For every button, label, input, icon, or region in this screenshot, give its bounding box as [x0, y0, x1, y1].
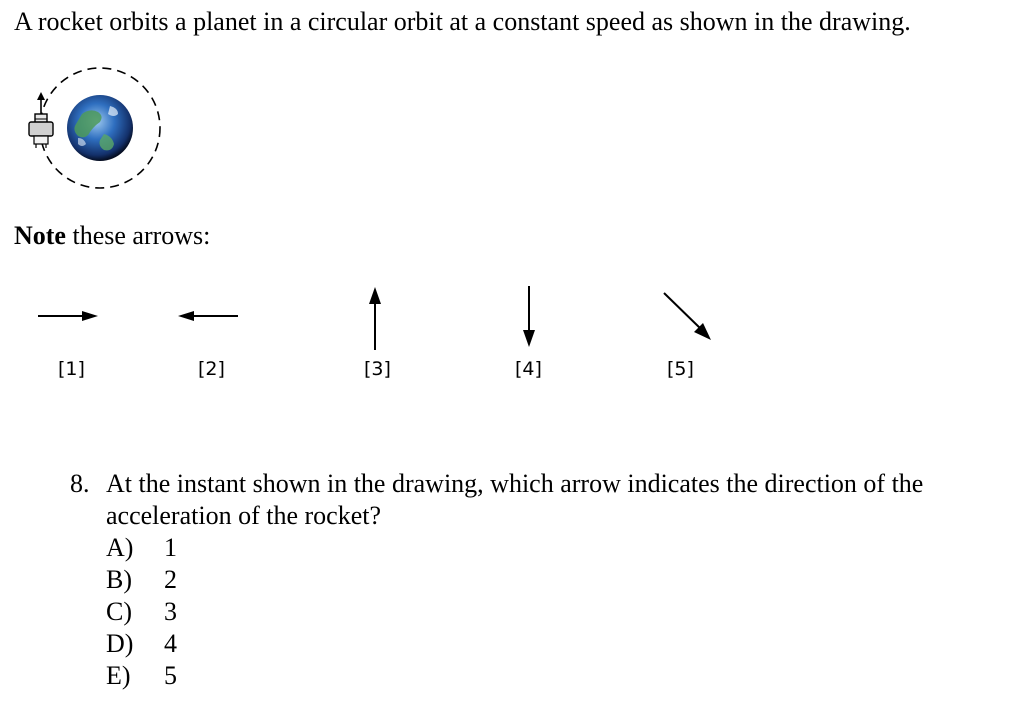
note-rest: these arrows: — [65, 221, 211, 250]
arrow-label-2: [2] — [198, 358, 225, 380]
arrow-label-5: [5] — [667, 358, 694, 380]
note-bold: Note — [14, 221, 66, 250]
intro-text: A rocket orbits a planet in a circular orbit at a constant speed as shown in the drawing. — [14, 7, 911, 36]
arrow-label-1: [1] — [58, 358, 85, 380]
option-value: 1 — [164, 533, 177, 562]
option-b[interactable] — [106, 564, 923, 596]
question-8 — [70, 468, 923, 692]
arrow-1-right — [36, 308, 102, 324]
rocket-icon — [29, 92, 53, 148]
option-c[interactable] — [106, 596, 923, 628]
arrow-3-up — [366, 284, 384, 352]
option-value: 3 — [164, 597, 177, 626]
option-value: 2 — [164, 565, 177, 594]
option-letter: A) — [106, 533, 134, 562]
option-letter: E) — [106, 661, 131, 690]
note-text — [14, 218, 210, 254]
option-a[interactable] — [106, 532, 923, 564]
arrow-4-down — [520, 284, 538, 350]
option-d[interactable] — [106, 628, 923, 660]
question-number: 8. — [70, 469, 90, 498]
option-letter: D) — [106, 629, 134, 658]
question-text-line2: acceleration of the rocket? — [106, 501, 381, 530]
arrow-label-4: [4] — [515, 358, 542, 380]
option-letter: B) — [106, 565, 132, 594]
question-line-1 — [70, 468, 923, 500]
orbit-diagram — [22, 62, 172, 196]
question-text-line1: At the instant shown in the drawing, which arrow indicates the direction of the — [106, 469, 924, 498]
option-letter: C) — [106, 597, 132, 626]
arrow-2-left — [174, 308, 240, 324]
arrow-label-3: [3] — [364, 358, 391, 380]
arrow-5-down-right — [660, 290, 716, 346]
planet-icon — [67, 95, 133, 161]
option-e[interactable] — [106, 660, 923, 692]
option-value: 5 — [164, 661, 177, 690]
option-value: 4 — [164, 629, 177, 658]
answer-options — [106, 532, 923, 692]
